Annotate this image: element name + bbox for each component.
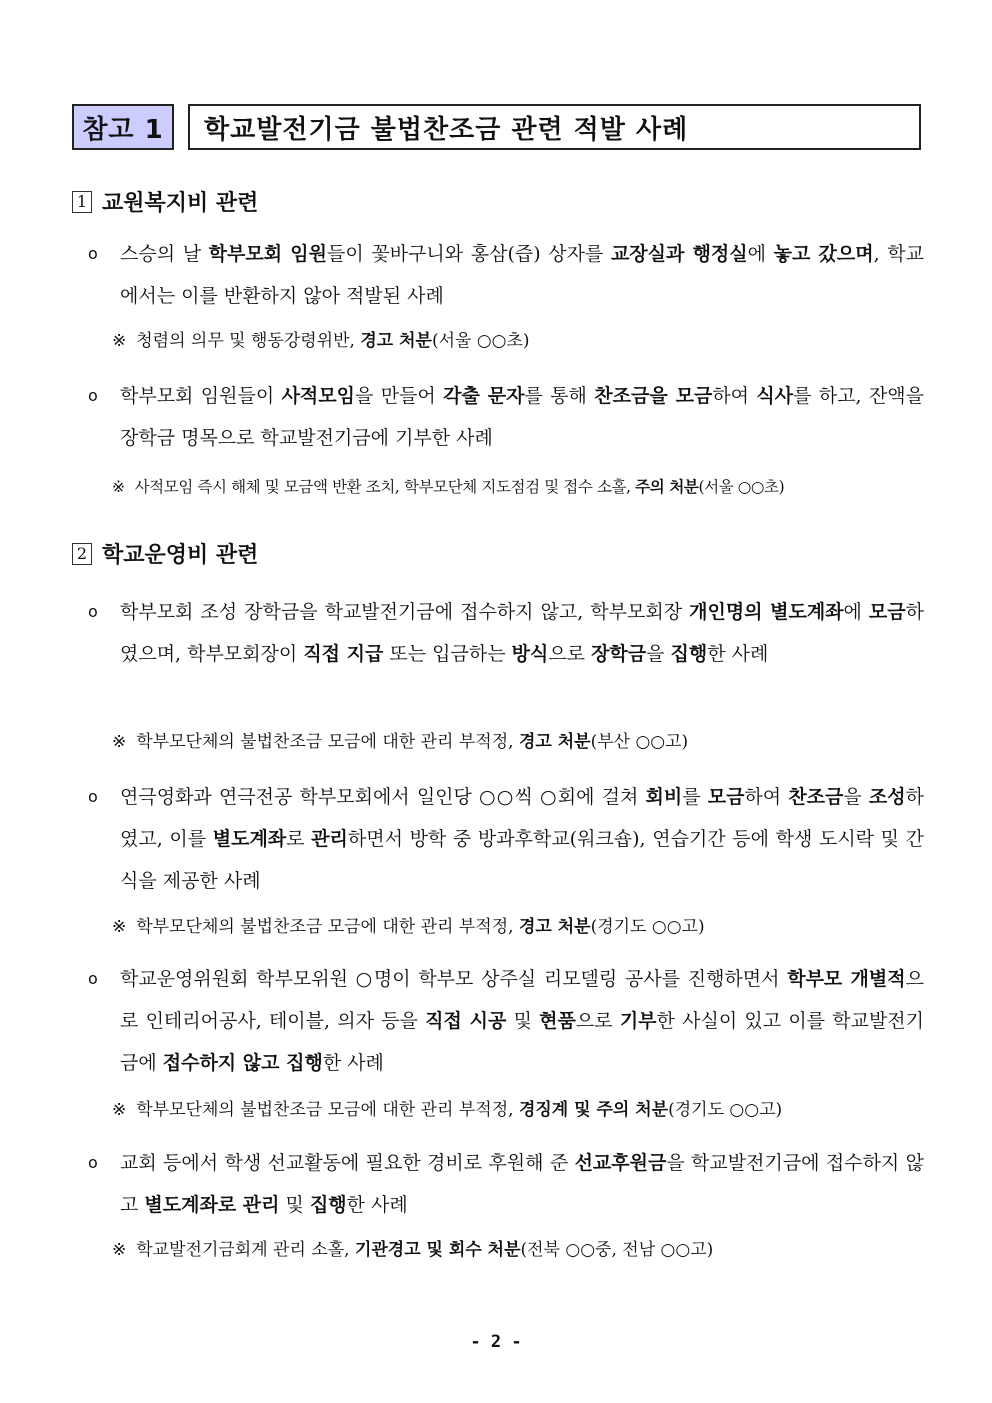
case-text: 학부모회 임원들이 사적모임을 만들어 각출 문자를 통해 찬조금을 모금하여 식사를 하고, 잔액을 장학금 명목으로 학교발전기금에 기부한 사례 bbox=[120, 385, 925, 449]
reference-mark-icon: ※ bbox=[112, 732, 127, 752]
page-number: - 2 - bbox=[470, 1332, 522, 1352]
page-title: 학교발전기금 불법찬조금 관련 적발 사례 bbox=[188, 104, 921, 150]
section-title: 학교운영비 관련 bbox=[102, 543, 259, 568]
bullet-icon: o bbox=[88, 1153, 98, 1172]
case-note bbox=[112, 729, 924, 755]
reference-mark-icon: ※ bbox=[112, 1100, 127, 1120]
section-title: 교원복지비 관련 bbox=[102, 191, 259, 216]
case-text: 학교운영위원회 학부모위원 ○명이 학부모 상주실 리모델링 공사를 진행하면서 학부모 개별적으로 인테리어공사, 테이블, 의자 등을 직접 시공 및 현품으로 기부한 사실이 있고 이를 학교발전기금에 접수하지 않고 집행한 사례 bbox=[120, 968, 925, 1074]
note-text: 학부모단체의 불법찬조금 모금에 대한 관리 부적정, 경징계 및 주의 처분(경기도 ○○고) bbox=[136, 1100, 783, 1120]
section-number-box: 1 bbox=[72, 191, 92, 213]
note-text: 학교발전기금회계 관리 소홀, 기관경고 및 회수 처분(전북 ○○중, 전남 ○○고) bbox=[136, 1240, 714, 1260]
case-text: 교회 등에서 학생 선교활동에 필요한 경비로 후원해 준 선교후원금을 학교발전기금에 접수하지 않고 별도계좌로 관리 및 집행한 사례 bbox=[120, 1152, 924, 1216]
section-heading-2 bbox=[72, 538, 258, 569]
reference-mark-icon: ※ bbox=[112, 478, 125, 496]
note-text: 사적모임 즉시 해체 및 모금액 반환 조치, 학부모단체 지도점검 및 접수 소홀, 주의 처분(서울 ○○초) bbox=[134, 478, 785, 496]
case-item bbox=[88, 591, 924, 675]
reference-mark-icon: ※ bbox=[112, 917, 127, 937]
reference-mark-icon: ※ bbox=[112, 331, 127, 351]
reference-header bbox=[72, 104, 921, 154]
case-text: 학부모회 조성 장학금을 학교발전기금에 접수하지 않고, 학부모회장 개인명의 별도계좌에 모금하였으며, 학부모회장이 직접 지급 또는 입금하는 방식으로 장학금을 집행한 사례 bbox=[120, 601, 924, 665]
case-note bbox=[112, 328, 924, 354]
section-heading-1 bbox=[72, 186, 258, 217]
case-text: 연극영화과 연극전공 학부모회에서 일인당 ○○씩 ○회에 걸쳐 회비를 모금하여 찬조금을 조성하였고, 이를 별도계좌로 관리하면서 방학 중 방과후학교(워크숍), 연습기간 등에 학생 도시락 및 간식을 제공한 사례 bbox=[120, 786, 924, 892]
case-note bbox=[112, 1237, 924, 1263]
case-note bbox=[112, 914, 924, 940]
note-text: 학부모단체의 불법찬조금 모금에 대한 관리 부적정, 경고 처분(부산 ○○고) bbox=[136, 732, 689, 752]
section-number-box: 2 bbox=[72, 543, 92, 565]
reference-mark-icon: ※ bbox=[112, 1240, 127, 1260]
bullet-icon: o bbox=[88, 244, 98, 263]
case-item bbox=[88, 776, 924, 902]
bullet-icon: o bbox=[88, 969, 98, 988]
case-note bbox=[112, 474, 924, 500]
note-text: 학부모단체의 불법찬조금 모금에 대한 관리 부적정, 경고 처분(경기도 ○○고) bbox=[136, 917, 705, 937]
case-text: 스승의 날 학부모회 임원들이 꽃바구니와 홍삼(즙) 상자를 교장실과 행정실에 놓고 갔으며, 학교에서는 이를 반환하지 않아 적발된 사례 bbox=[120, 243, 924, 307]
case-item bbox=[88, 958, 924, 1084]
case-item bbox=[88, 233, 924, 317]
case-item bbox=[88, 1142, 924, 1226]
reference-badge: 참고 1 bbox=[72, 104, 174, 150]
case-item bbox=[88, 375, 924, 459]
bullet-icon: o bbox=[88, 787, 98, 806]
note-text: 청렴의 의무 및 행동강령위반, 경고 처분(서울 ○○초) bbox=[136, 331, 530, 351]
case-note bbox=[112, 1097, 924, 1123]
bullet-icon: o bbox=[88, 602, 98, 621]
bullet-icon: o bbox=[88, 386, 98, 405]
